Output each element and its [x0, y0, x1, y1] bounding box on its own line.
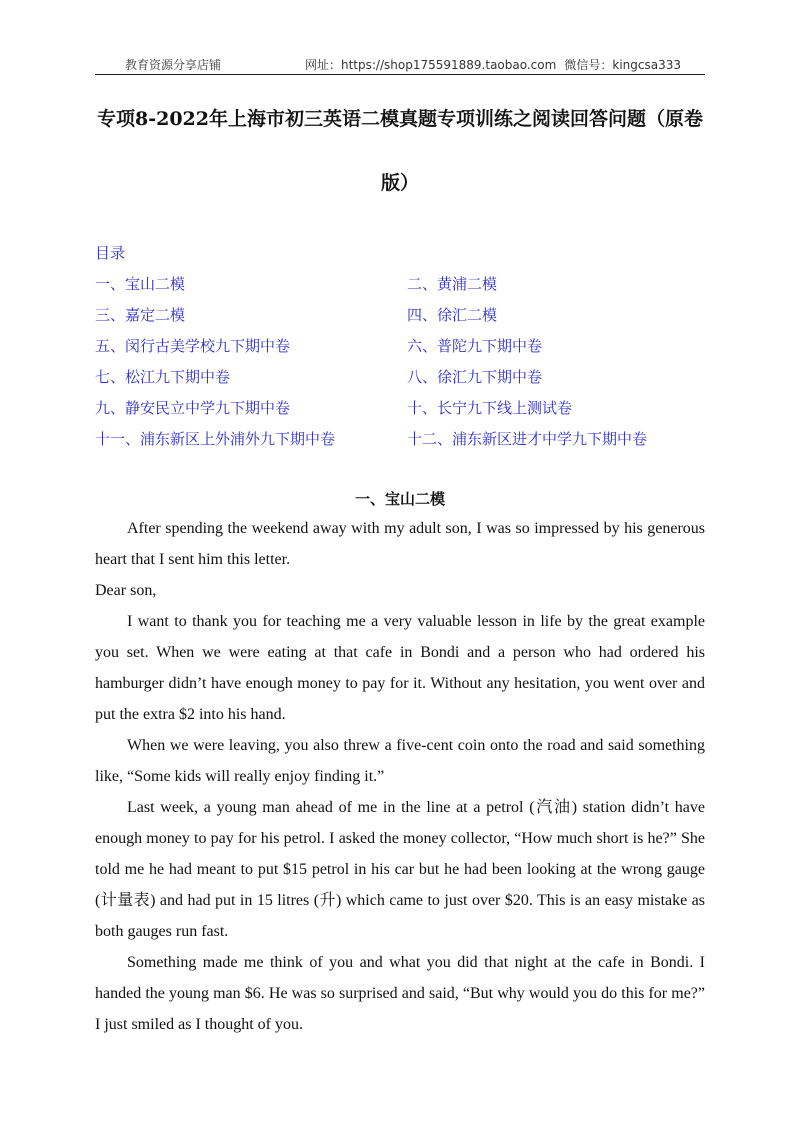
toc-link-9[interactable]: 九、静安民立中学九下期中卷 [95, 399, 291, 417]
toc-link-10[interactable]: 十、长宁九下线上测试卷 [407, 399, 573, 417]
toc-link-12[interactable]: 十二、浦东新区进才中学九下期中卷 [407, 430, 648, 448]
toc-link-3[interactable]: 三、嘉定二模 [95, 306, 186, 324]
passage-body [95, 513, 705, 1040]
paragraph-intro: After spending the weekend away with my adult son, I was so impressed by his generous heart that I sent him this letter. [95, 520, 705, 568]
document-title-line-2: 版） [380, 172, 419, 194]
paragraph-3: Last week, a young man ahead of me in the line at a petrol (汽油) station didn’t have enough money to pay for his petrol. I asked the money collector, “How much short is he?” She told me he had meant to put $15 petrol in his car but he had been looking at the wrong gauge (计量表) and had put in 15 litres (升) which came to just over $20. This is an easy mistake as both gauges run fast. [95, 799, 705, 940]
toc-heading: 目录 [95, 244, 126, 262]
toc-link-2[interactable]: 二、黄浦二模 [407, 275, 498, 293]
toc-link-8[interactable]: 八、徐汇九下期中卷 [407, 368, 543, 386]
toc-link-1[interactable]: 一、宝山二模 [95, 275, 186, 293]
toc-link-4[interactable]: 四、徐汇二模 [407, 306, 498, 324]
header-wechat: 微信号：kingcsa333 [564, 58, 681, 72]
toc-link-5[interactable]: 五、闵行古美学校九下期中卷 [95, 337, 291, 355]
toc-link-6[interactable]: 六、普陀九下期中卷 [407, 337, 543, 355]
letter-salutation: Dear son, [95, 582, 157, 599]
section-heading: 一、宝山二模 [354, 490, 445, 508]
document-title-line-1: 专项8-2022年上海市初三英语二模真题专项训练之阅读回答问题（原卷 [97, 108, 703, 130]
header-website: 网址：https://shop175591889.taobao.com [305, 58, 557, 72]
toc-link-7[interactable]: 七、松江九下期中卷 [95, 368, 231, 386]
paragraph-4: Something made me think of you and what you did that night at the cafe in Bondi. I handed the young man $6. He was so surprised and said, “But why would you do this for me?” I just smiled as I thought of you. [95, 954, 705, 1033]
toc-link-11[interactable]: 十一、浦东新区上外浦外九下期中卷 [95, 430, 336, 448]
header-shop-name: 教育资源分享店铺 [125, 58, 222, 72]
page-header [95, 56, 705, 75]
paragraph-1: I want to thank you for teaching me a very valuable lesson in life by the great example you set. When we were eating at that cafe in Bondi and a person who had ordered his hamburger didn’t have enough money to pay for it. Without any hesitation, you went over and put the extra $2 into his hand. [95, 613, 705, 723]
paragraph-2: When we were leaving, you also threw a five-cent coin onto the road and said something like, “Some kids will really enjoy finding it.” [95, 737, 705, 785]
